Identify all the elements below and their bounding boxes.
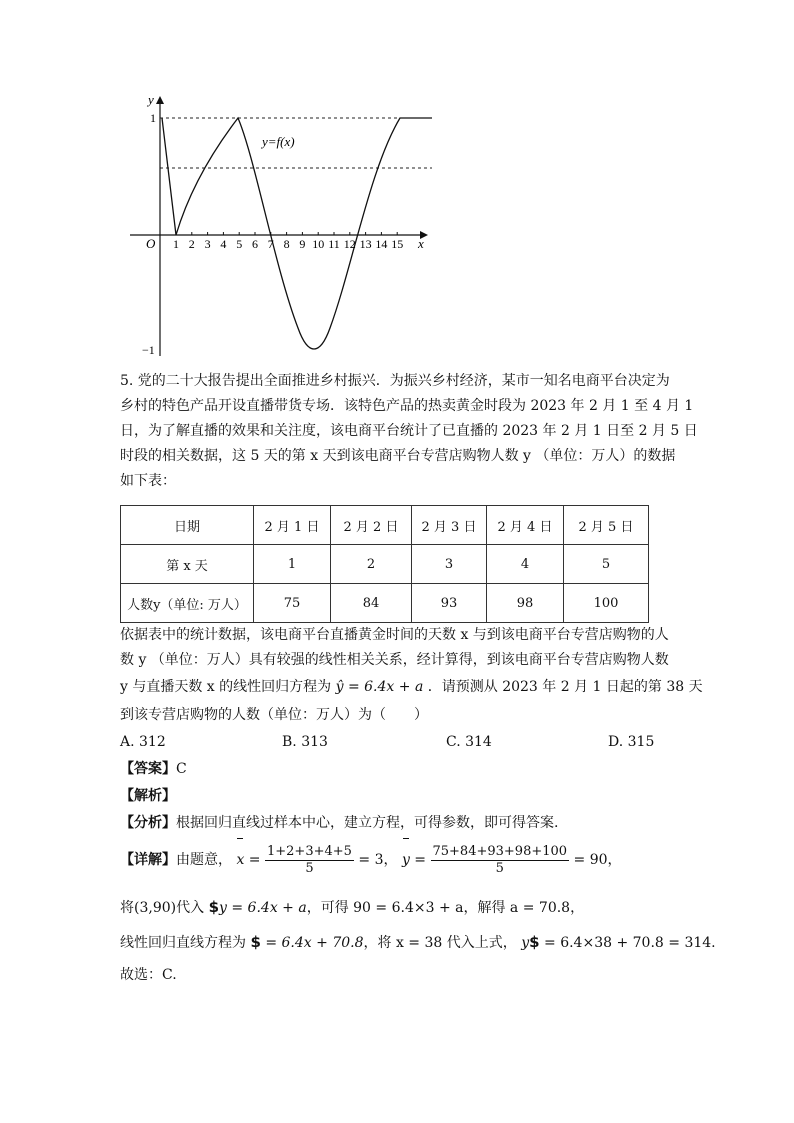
- after-table-line-1: 依据表中的统计数据，该电商平台直播黄金时间的天数 x 与到该电商平台专营店购物的人: [120, 627, 669, 643]
- data-table: [120, 505, 649, 623]
- table-cell: 2 月 5 日: [564, 506, 649, 545]
- table-cell: 75: [254, 584, 331, 623]
- y-axis-arrow: [156, 96, 164, 104]
- option-b: B. 313: [282, 734, 328, 750]
- after-table-line-3-b: ．请预测从 2023 年 2 月 1 日起的第 38 天: [427, 679, 703, 695]
- step2-b: 代入: [176, 900, 205, 916]
- regression-equation: ŷ = 6.4x + a: [335, 679, 424, 695]
- step3-eq2: = 6.4×38 + 70.8 = 314.: [544, 935, 716, 951]
- ybar-fraction: [431, 844, 570, 877]
- after-table-line-3: [120, 678, 703, 696]
- x-axis-label: x: [418, 236, 424, 251]
- step2-line: [120, 898, 584, 917]
- answer-line: [120, 760, 187, 778]
- problem-line-4: 时段的相关数据，这 5 天的第 x 天到该电商平台专营店购物人数 y （单位：万人）的数据: [120, 448, 676, 464]
- table-cell: 98: [487, 584, 564, 623]
- step2-a: 将: [120, 900, 134, 916]
- x-tick-label: 1: [173, 237, 179, 251]
- fenxi-label: 【分析】: [120, 815, 176, 831]
- table-cell: 3: [412, 545, 487, 584]
- table-cell: 4: [487, 545, 564, 584]
- step3-line: [120, 933, 716, 952]
- x-tick-label: 13: [359, 237, 372, 251]
- table-header-cell: 人数y（单位: 万人）: [121, 584, 254, 623]
- detail-line: 【详解】由题意， x = $\frac{1+2+3+4+5}{5}$ = 3， y = $\frac{75+84+93+98+100}{5}$ = 90，: [120, 840, 622, 880]
- table-cell: 5: [564, 545, 649, 584]
- y-hat-var: y: [219, 900, 227, 916]
- table-cell: 2 月 4 日: [487, 506, 564, 545]
- table-cell: 2 月 1 日: [254, 506, 331, 545]
- y-hat-var: y: [521, 935, 530, 951]
- x-tick-label: 14: [375, 237, 388, 251]
- ybar-numerator: 75+84+93+98+100: [432, 843, 568, 859]
- conclusion: 故选：C.: [120, 967, 177, 983]
- xbar-denominator: 5: [305, 860, 314, 876]
- x-tick-label: 4: [220, 237, 227, 251]
- y-hat-glyph: $: [208, 898, 219, 916]
- y-tick-bottom: −1: [142, 343, 155, 357]
- detail-intro: 由题意，: [176, 852, 232, 868]
- problem-line-2: 乡村的特色产品开设直播带货专场．该特色产品的热卖黄金时段为 2023 年 2 月 1 至 4 月 1: [120, 398, 694, 414]
- table-cell: 2 月 3 日: [412, 506, 487, 545]
- step2-point: (3,90): [134, 900, 177, 916]
- step3-b: ，将 x = 38 代入上式，: [363, 935, 517, 951]
- xbar-numerator: 1+2+3+4+5: [267, 843, 352, 859]
- x-tick-label: 8: [283, 237, 290, 251]
- xbar-symbol: x: [236, 840, 244, 880]
- after-table-line-3-a: y 与直播天数 x 的线性回归方程为: [120, 679, 332, 695]
- table-cell: 2: [331, 545, 412, 584]
- ybar-denominator: 5: [495, 860, 504, 876]
- ybar-symbol: y: [402, 840, 410, 880]
- xbar-fraction: [265, 844, 354, 877]
- x-tick-label: 15: [391, 237, 404, 251]
- x-tick-label: 2: [188, 237, 195, 251]
- table-cell: 2 月 2 日: [331, 506, 412, 545]
- option-c: C. 314: [446, 734, 492, 750]
- x-tick-label: 11: [328, 237, 340, 251]
- function-graph: [120, 88, 440, 360]
- x-tick-label: 12: [343, 237, 356, 251]
- x-tick-label: 3: [204, 237, 211, 251]
- detail-label: 【详解】: [120, 852, 176, 868]
- x-tick-label: 10: [312, 237, 325, 251]
- y-axis-label: y: [148, 92, 154, 107]
- option-d: D. 315: [608, 734, 655, 750]
- step2-c: ，可得 90 = 6.4×3 + a，解得 a = 70.8，: [306, 900, 585, 916]
- after-table-line-4: 到该专营店购物的人数（单位：万人）为（ ）: [120, 707, 428, 723]
- fenxi-text: 根据回归直线过样本中心，建立方程，可得参数，即可得答案.: [176, 815, 559, 831]
- problem-line-5: 如下表：: [120, 473, 176, 489]
- table-cell: 1: [254, 545, 331, 584]
- curve-f: [162, 118, 432, 349]
- origin-label: O: [146, 236, 156, 251]
- table-row: [121, 545, 649, 584]
- step3-a: 线性回归直线方程为: [120, 935, 246, 951]
- x-tick-label: 9: [299, 237, 306, 251]
- after-table-line-2: 数 y （单位：万人）具有较强的线性相关关系，经计算得，到该电商平台专营店购物人数: [120, 652, 669, 668]
- x-tick-label: 5: [236, 237, 243, 251]
- y-tick-top: 1: [150, 111, 156, 125]
- table-cell: 84: [331, 584, 412, 623]
- table-row: [121, 584, 649, 623]
- problem-line-1: 5. 党的二十大报告提出全面推进乡村振兴．为振兴乡村经济，某市一知名电商平台决定为: [120, 373, 670, 389]
- table-cell: 93: [412, 584, 487, 623]
- fenxi-line: [120, 814, 558, 832]
- table-cell: 100: [564, 584, 649, 623]
- y-hat-glyph: $: [250, 933, 261, 951]
- problem-line-3: 日，为了解直播的效果和关注度，该电商平台统计了已直播的 2023 年 2 月 1 日至 2 月 5 日: [120, 423, 698, 439]
- y-hat-glyph: $: [529, 933, 540, 951]
- table-header-cell: 日期: [121, 506, 254, 545]
- option-a: A. 312: [120, 734, 166, 750]
- answer-value: C: [176, 761, 187, 777]
- table-row: [121, 506, 649, 545]
- step2-eq1: = 6.4x + a: [231, 900, 307, 916]
- xbar-result: = 3，: [358, 852, 398, 868]
- step3-eq1: = 6.4x + 70.8: [265, 935, 364, 951]
- x-tick-label: 6: [252, 237, 258, 251]
- table-header-cell: 第 x 天: [121, 545, 254, 584]
- x-tick-label: 7: [267, 237, 274, 251]
- curve-label: y=f(x): [262, 134, 295, 149]
- analysis-label: 【解析】: [120, 788, 176, 804]
- answer-label: 【答案】: [120, 761, 176, 777]
- ybar-result: = 90，: [573, 852, 622, 868]
